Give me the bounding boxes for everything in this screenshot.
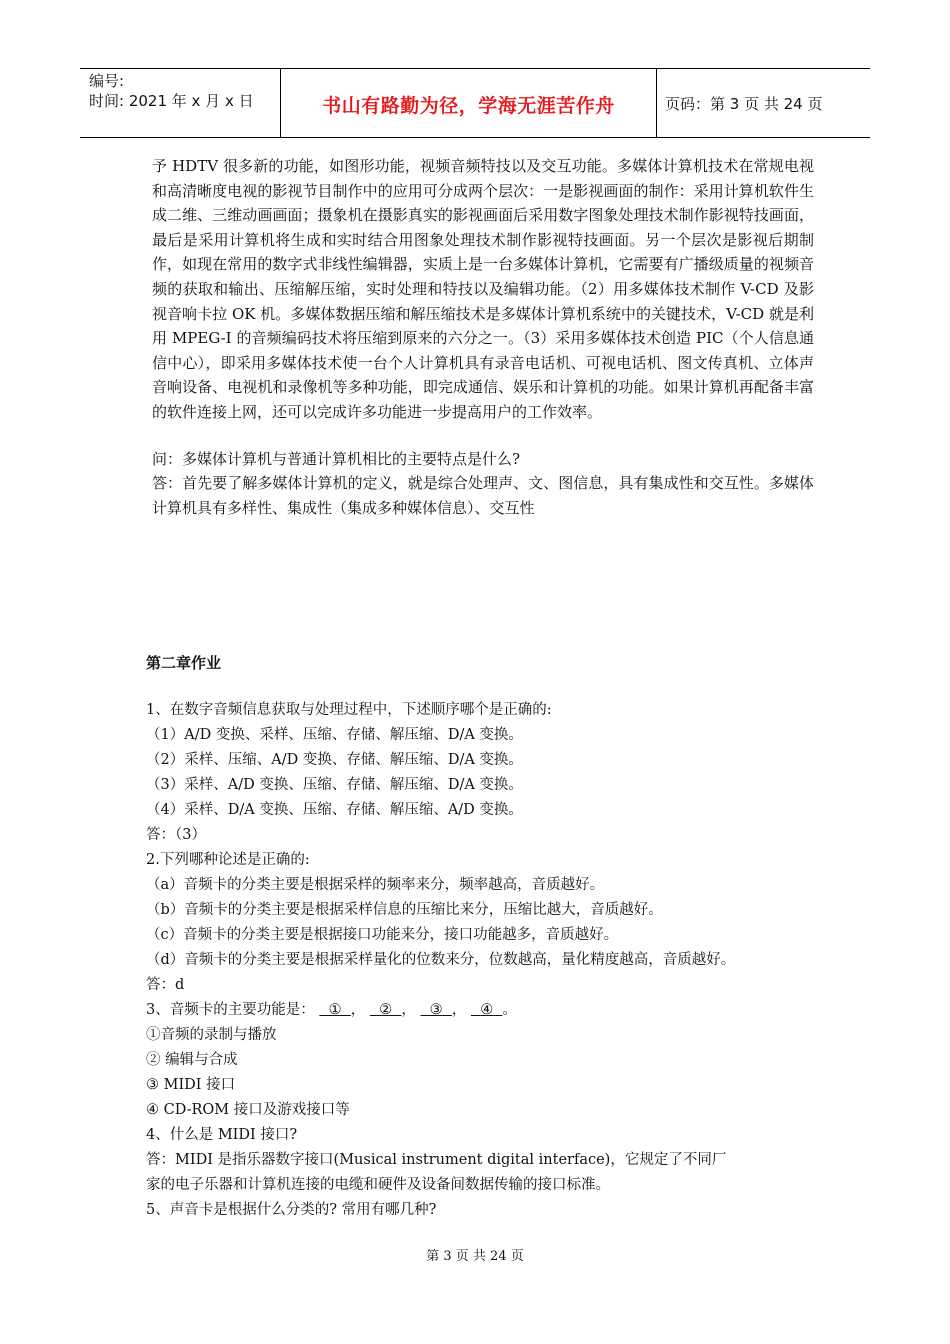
page-footer: 第 3 页 共 24 页 [426,1249,524,1264]
list-item: ④ CD-ROM 接口及游戏接口等 [146,1102,350,1118]
list-item: （4）采样、D/A 变换、压缩、存储、解压缩、A/D 变换。 [146,802,523,818]
fill-blank: ① [328,1002,342,1018]
body-paragraph: 予 HDTV 很多新的功能，如图形功能，视频音频特技以及交互功能。多媒体计算机技术在常规电视和高清晰度电视的影视节目制作中的应用可分成两个层次：一是影视画面的制作：采用计算机软件生成二维、三维动画画面；摄象机在摄影真实的影视画面后采用数字图象处理技术制作影视特技画面，最后是采用计算机将生成和实时结合用图象处理技术制作影视特技画面。另一个层次是影视后期制作，如现在常用的数字式非线性编辑器，实质上是一台多媒体计算机，它需要有广播级质量的视频音频的获取和输出、压缩解压缩，实时处理和特技以及编辑功能。（2）用多媒体技术制作 V-CD 及影视音响卡拉 OK 机。多媒体数据压缩和解压缩技术是多媒体计算机系统中的关键技术，V-CD 就是利用 MPEG-I 的音频编码技术将压缩到原来的六分之一。（3）采用多媒体技术创造 PIC（个人信息通信中心），即采用多媒体技术使一台个人计算机具有录音电话机、可视电话机、图文传真机、立体声音响设备、电视机和录像机等多种功能，即完成通信、娱乐和计算机的功能。如果计算机再配备丰富的软件连接上网，还可以完成许多功能进一步提高用户的工作效率。 [152,157,814,421]
fill-blank: ④ [480,1002,494,1018]
separator: 。 [502,1002,517,1018]
list-item: ③ MIDI 接口 [146,1077,236,1093]
list-item: 5、声音卡是根据什么分类的? 常用有哪几种? [146,1202,437,1218]
list-item: ①音频的录制与播放 [146,1027,277,1043]
list-item: （c）音频卡的分类主要是根据接口功能来分，接口功能越多，音质越好。 [146,927,619,943]
answer: 答：首先要了解多媒体计算机的定义，就是综合处理声、文、图信息，具有集成性和交互性。多媒体计算机具有多样性、集成性（集成多种媒体信息）、交互性 [152,474,814,517]
list-item: （d）音频卡的分类主要是根据采样量化的位数来分，位数越高，量化精度越高，音质越好。 [146,952,736,968]
header-meta [89,71,254,111]
question: 问：多媒体计算机与普通计算机相比的主要特点是什么? [152,449,521,468]
q3-prefix: 3、音频卡的主要功能是： [146,1002,315,1018]
list-item: 4、什么是 MIDI 接口? [146,1127,298,1143]
header-page-number: 页码：第 3 页 共 24 页 [665,95,823,113]
list-item: 2.下列哪种论述是正确的: [146,852,310,868]
list-item: 1、在数字音频信息获取与处理过程中，下述顺序哪个是正确的: [146,702,552,718]
body-text [152,154,814,520]
separator: ， [350,1002,366,1018]
separator: ， [451,1002,467,1018]
fill-blank: ③ [429,1002,443,1018]
header-divider [656,69,657,137]
chapter-title: 第二章作业 [146,654,222,672]
fill-blank: ② [379,1002,393,1018]
list-item: （1）A/D 变换、采样、压缩、存储、解压缩、D/A 变换。 [146,727,523,743]
list-item: 答：MIDI 是指乐器数字接口(Musical instrument digital interface)，它规定了不同厂 [146,1152,727,1168]
list-item: （a）音频卡的分类主要是根据采样的频率来分，频率越高，音质越好。 [146,877,605,893]
page-header [80,68,870,138]
list-item: 答：d [146,977,185,993]
homework-list [146,698,826,1223]
list-item: （2）采样、压缩、A/D 变换、存储、解压缩、D/A 变换。 [146,752,523,768]
list-item [146,998,826,1023]
list-item: （3）采样、A/D 变换、压缩、存储、解压缩、D/A 变换。 [146,777,523,793]
serial-label: 编号: [89,72,125,90]
list-item: 家的电子乐器和计算机连接的电缆和硬件及设备间数据传输的接口标准。 [146,1177,610,1193]
date-label: 时间: 2021 年 x 月 x 日 [89,92,254,110]
separator: ， [401,1002,416,1018]
list-item: （b）音频卡的分类主要是根据采样信息的压缩比来分，压缩比越大，音质越好。 [146,902,663,918]
header-motto: 书山有路勤为径，学海无涯苦作舟 [322,95,615,117]
list-item: ② 编辑与合成 [146,1052,238,1068]
list-item: 答：（3） [146,827,206,843]
